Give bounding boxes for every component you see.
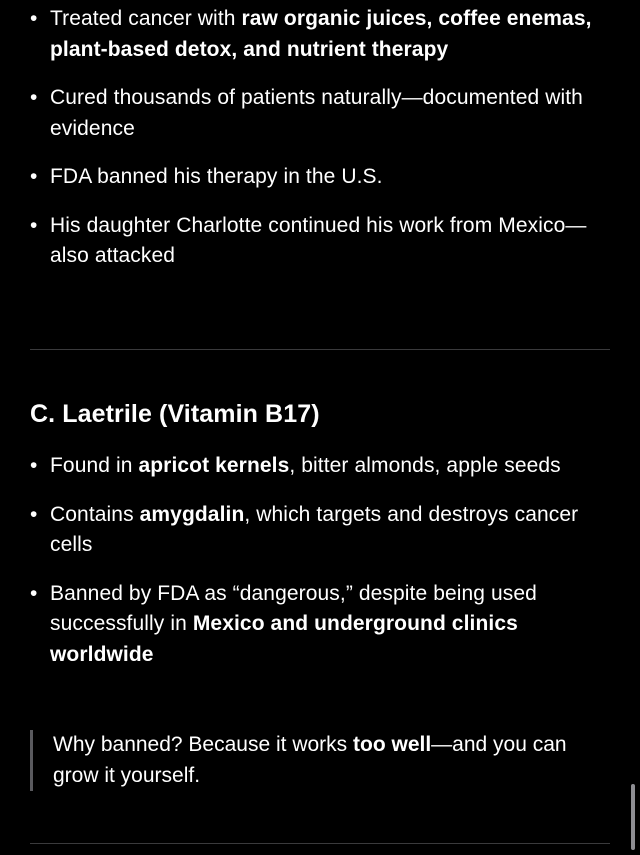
list-item-text: Banned by FDA as “dangerous,” despite being used successfully in <box>50 581 537 635</box>
list-item-text: Found in <box>50 454 139 477</box>
list-item-bold-text: Mexico and underground clinics worldwide <box>50 612 518 666</box>
list-item-text: Treated cancer with <box>50 7 242 30</box>
bullet-dot: • <box>30 581 38 605</box>
section-divider <box>30 349 610 350</box>
list-item <box>0 83 640 144</box>
bullet-dot: • <box>30 502 38 526</box>
list-item-text: , bitter almonds, apple seeds <box>289 454 561 477</box>
list-item <box>0 451 640 482</box>
section-heading: C. Laetrile (Vitamin B17) <box>30 400 320 428</box>
quote-text: Why banned? Because it works <box>53 733 353 756</box>
blockquote <box>30 730 613 791</box>
bullet-dot: • <box>30 165 38 188</box>
list-item-text: Contains <box>50 502 140 526</box>
list-item <box>0 579 640 671</box>
list-item <box>0 500 640 561</box>
list-item-bold-text: amygdalin <box>139 502 245 526</box>
list-item <box>0 211 640 272</box>
quote-bold-text: too well <box>353 733 432 756</box>
section-divider <box>30 843 610 844</box>
section-b-bullet-list <box>0 4 640 290</box>
bullet-dot: • <box>30 213 38 237</box>
bullet-dot: • <box>30 454 38 477</box>
section-c-bullet-list <box>0 451 640 688</box>
list-item-text: His daughter Charlotte continued his work from Mexico—also attacked <box>50 213 587 267</box>
bullet-dot: • <box>30 7 38 30</box>
list-item-text: Cured thousands of patients naturally—documented with evidence <box>50 86 583 140</box>
bullet-dot: • <box>30 86 38 109</box>
list-item-text: , which targets and destroys cancer cells <box>50 502 579 556</box>
list-item <box>0 162 640 193</box>
list-item-bold-text: raw organic juices, coffee enemas, plant-based detox, and nutrient therapy <box>50 7 592 61</box>
scrollbar-thumb[interactable] <box>631 784 635 850</box>
list-item-bold-text: apricot kernels <box>138 454 290 477</box>
list-item-text: FDA banned his therapy in the U.S. <box>50 165 383 188</box>
list-item <box>0 4 640 65</box>
quote-text: —and you can grow it yourself. <box>53 733 567 787</box>
